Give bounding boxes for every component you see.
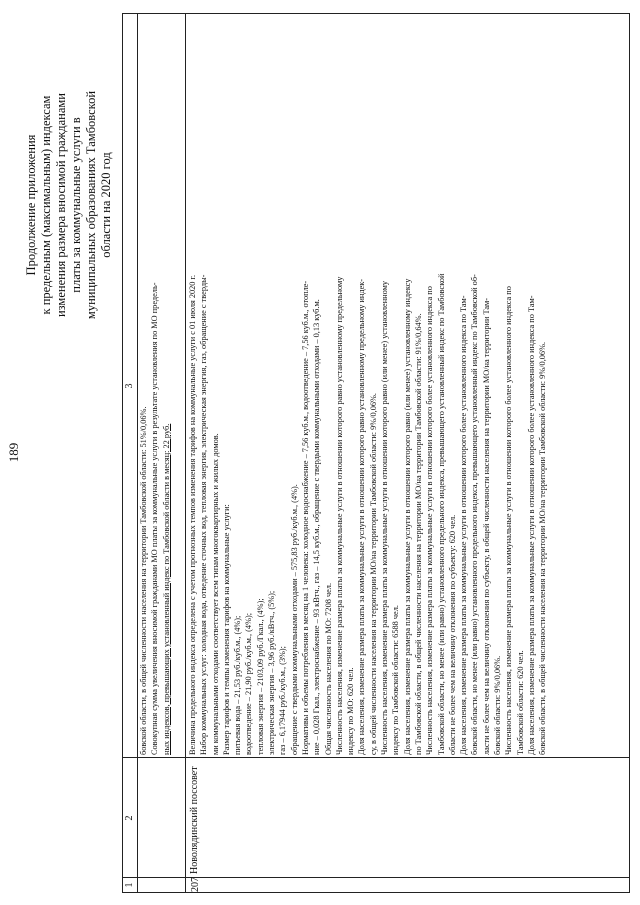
text-line: су, в общей численности населения на территории МО/на территории Тамбовской области: 9%/0,06%.	[368, 392, 378, 755]
text-line: ных индексов, превышающих установленный индекс по Тамбовской области в месяц: 22 руб.	[161, 423, 171, 755]
text-line: Доля населения, изменение размера платы за коммунальные услуги в отношении которого более установленного индекса по Там-	[459, 295, 469, 755]
text-line: питьевая вода – 21,53 руб./куб.м., (4%);	[233, 615, 243, 755]
text-line: индексу по Тамбовской области: 6588 чел.	[391, 605, 401, 755]
index-table	[122, 13, 630, 893]
text-line: бовской области: 9%/0,06%.	[493, 655, 503, 755]
text-line: Доля населения, изменение размера платы за коммунальные услуги в отношении которого равно установленному предельному индек-	[357, 278, 367, 755]
text-line: индексу по МО: 620 чел.	[346, 667, 356, 755]
text-line: Совокупная сумма увеличения вносимой гражданами МО платы за коммунальные услуги в результате установления по МО предель-	[150, 282, 160, 755]
text-line: Численность населения, изменение размера платы за коммунальные услуги в отношении которого более установленного индекса по	[425, 286, 435, 755]
text-line: Тамбовской области: 620 чел.	[515, 650, 525, 755]
text-line: ласти не более чем на величину отклонения по субъекту, в общей численности населения на территории МО/на территории Там-	[481, 297, 491, 755]
column-header-3: 3	[124, 383, 135, 389]
municipality-name: Новолядинский поссовет	[189, 766, 200, 874]
column-header-2: 2	[124, 815, 135, 821]
text-line: по Тамбовской области, в общей численности населения на территории МО/на территории Тамбовской области: 91%/0,64%.	[413, 313, 423, 755]
heading-line: Продолжение приложения	[24, 134, 38, 276]
column-header-1: 1	[124, 882, 135, 888]
text-line: области не более чем на величину отклонения по субъекту: 620 чел.	[447, 514, 457, 755]
heading-line: муниципальных образованиях Тамбовской	[84, 90, 98, 320]
heading-line: платы за коммунальные услуги в	[69, 117, 83, 293]
text-line: тепловая энергия – 2103,09 руб./Гкал., (4%);	[255, 598, 265, 755]
text-line: Численность населения, изменение размера платы за коммунальные услуги в отношении которого равно (или менее) установленному	[380, 281, 390, 755]
text-line: Тамбовской области, но менее (или равно) установленного предельного индекса, превышающего установленный индекс по Тамбовской	[436, 273, 446, 755]
text-line: Величина предельного индекса определена с учетом прогнозных темпов изменения тарифов на коммунальные услуги с 01 июля 2020 г.	[188, 274, 197, 755]
text-line: обращение с твердыми коммунальными отходами – 575,83 руб./куб.м., (4%).	[289, 484, 299, 755]
text-line: водоотведение – 21,90 руб./куб.м., (4%);	[244, 612, 254, 755]
text-line: Размер тарифов и темпы изменения тарифов на коммунальные услуги:	[221, 504, 231, 755]
page-number: 189	[6, 442, 21, 463]
text-line: бовской области, но менее (или равно) установленного предельного индекса, превышающего установленный индекс по Тамбовской об-	[470, 274, 480, 755]
heading-line: области на 2020 год	[99, 152, 113, 258]
text-line: Нормативы и объемы потребления в месяц на 1 человека: холодное водоснабжение – 7,56 куб.м., водоотведение – 7,56 куб.м., отопле-	[300, 280, 310, 755]
heading-line: изменения размера вносимой гражданами	[54, 93, 68, 318]
row-number: 207	[190, 877, 201, 892]
text-line: ми коммунальными отходами соответствует всем типам многоквартирных и жилых домов.	[210, 433, 220, 755]
text-line: Общая численность населения по МО: 7208 чел.	[323, 582, 333, 755]
text-line: газ – 6,17944 руб./куб.м., (3%);	[278, 646, 288, 755]
text-line: Набор коммунальных услуг: холодная вода, отведение сточных вод, тепловая энергия, электрическая энергия, газ, обращение с тверды-	[199, 274, 209, 755]
text-line: бовской области, в общей численности населения на территории Тамбовской области: 51%/0,06%.	[139, 406, 148, 755]
heading-line: к предельным (максимальным) индексам	[39, 95, 53, 315]
text-line: Численность населения, изменение размера платы за коммунальные услуги в отношении которого равно установленному предельному	[334, 276, 344, 755]
text-line: Доля населения, изменение размера платы за коммунальные услуги в отношении которого равно (или менее) установленному индексу	[402, 278, 412, 755]
text-line: бовской области, в общей численности населения на территории МО/на территории Тамбовской области: 9%/0,06%.	[538, 341, 548, 755]
continued-row-text	[137, 14, 185, 758]
appendix-heading	[24, 5, 114, 405]
text-line: Доля населения, изменение размера платы за коммунальные услуги в отношении которого более установленного индекса по Там-	[526, 295, 536, 755]
text-line: Численность населения, изменение размера платы за коммунальные услуги в отношении которого более установленного индекса по	[504, 286, 514, 755]
text-line: электрическая энергия – 3,96 руб./кВтч., (5%);	[267, 590, 277, 755]
row-description	[186, 14, 550, 758]
table-header-row	[123, 14, 138, 892]
text-line: ние – 0,028 Гкал., электроснабжение – 93 кВтч., газ – 14,5 куб.м., обращение с твердыми коммунальными отходами – 0,13 куб.м.	[312, 299, 322, 755]
